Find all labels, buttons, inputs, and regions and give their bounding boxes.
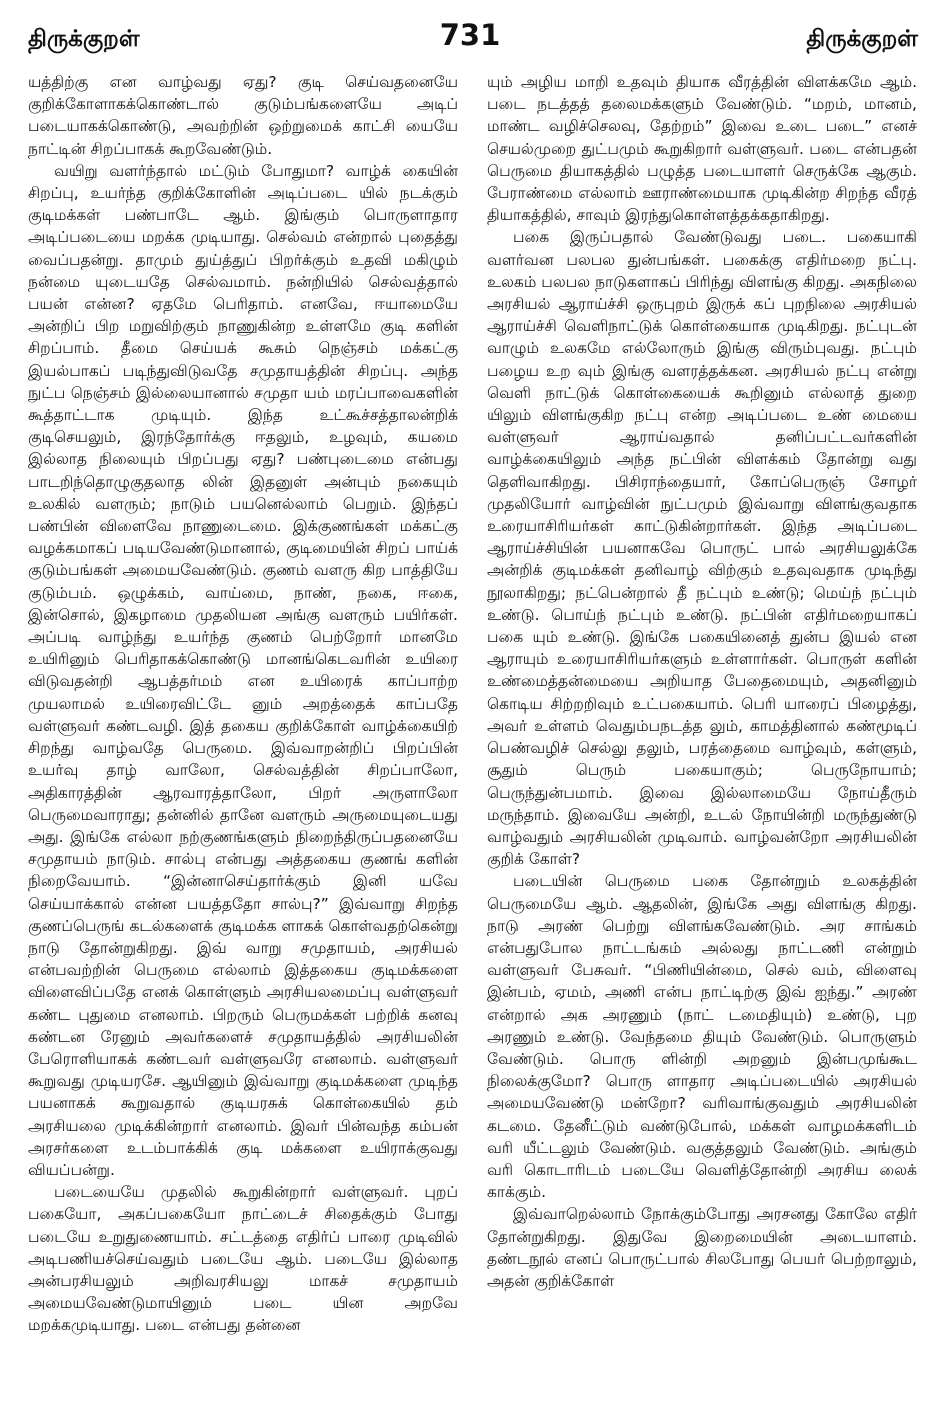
running-title-right: திருக்குறள் [806, 26, 918, 52]
left-column [28, 71, 458, 1337]
paragraph: யும் அழிய மாறி உதவும் தியாக வீரத்தின் விளக்கமே ஆம். படை நடத்தத் தலைமக்களும் வேண்டும். “மறம், மானம், மாண்ட வழிச்செலவு, தேற்றம்” இவை உடை படை” எனச் செயல்முறை துட்பமும் கூறுகிறார் வள்ளுவர். படை என்பதன் பெருமை தியாகத்தில் பழுத்த படையாளர் செருக்கே ஆகும். பேராண்மை எல்லாம் ஊராண்மையாக முடிகின்ற சிறந்த வீரத் தியாகத்தில், சாவும் இரந்துகொள்ளத்தக்கதாகிறது. [487, 73, 917, 225]
paragraph: படையின் பெருமை பகை தோன்றும் உலகத்தின் பெருமையே ஆம். ஆதலின், இங்கே அது விளங்கு கிறது. நாடு அரண் பெற்று விளங்கவேண்டும். அர சாங்கம் என்பதுபோல நாட்டங்கம் அல்லது நாட்டணி என்றும் வள்ளுவர் பேசுவர். “பிணியின்மை, செல் வம், விளைவு இன்பம், ஏமம், அணி என்ப நாட்டிற்கு இவ் ஐந்து.” அரண் என்றால் அக அரணும் (நாட் டமைதியும்) உண்டு, புற அரணும் உண்டு. வேந்தமை தியும் வேண்டும். பொருளும் வேண்டும். பொரு ளின்றி அறனும் இன்பமுங்கூட நிலைக்குமோ? பொரு ளாதார அடிப்படையில் அரசியல் அமையவேண்டு மன்றோ? வரிவாங்குவதும் அரசியலின் கடமை. தேனீட்டும் வண்டுபோல், மக்கள் வாழமக்களிடம் வரி யீட்டலும் வேண்டும். வகுத்தலும் வேண்டும். அங்கும் வரி கொடாரிடம் படையே வெளித்தோன்றி அரசிய லைக் காக்கும். [487, 872, 917, 1202]
page-header [0, 0, 940, 62]
running-title-left: திருக்குறள் [28, 26, 140, 52]
paragraph: இவ்வாறெல்லாம் நோக்கும்போது அரசனது கோலே எதிர் தோன்றுகிறது. இதுவே இறைமையின் அடையாளம். தண்டநூல் எனப் பொருட்பால் சிலபோது பெயர் பெற்றாலும், அதன் குறிக்கோள் [487, 1205, 917, 1290]
paragraph: பகை இருப்பதால் வேண்டுவது படை. பகையாகி வளர்வன பலபல துன்பங்கள். பகைக்கு எதிர்மறை நட்பு. உலகம் பலபல நாடுகளாகப் பிரிந்து விளங்கு கிறது. அகநிலை அரசியல் ஆராய்ச்சி ஒருபுறம் இருக் கப் புறநிலை அரசியல் ஆராய்ச்சி வெளிநாட்டுக் கொள்கையாக முடிகிறது. நட்புடன் வாழும் உலகமே எல்லோரும் இங்கு விரும்புவது. நட்பும் பழைய உற வும் இங்கு வளரத்தக்கன. அரசியல் நட்பு என்று வெளி நாட்டுக் கொள்கையைக் கூறினும் எல்லாத் துறை யிலும் விளங்குகிற நட்பு என்ற அடிப்படை உண் மையை வள்ளுவர் ஆராய்வதால் தனிப்பட்டவர்களின் வாழ்க்கையிலும் அந்த நட்பின் விளக்கம் தோன்று வது தெளிவாகிறது. பிசிராந்தையார், கோப்பெருஞ் சோழர் முதலியோர் வாழ்வின் நுட்பமும் இவ்வாறு விளங்குவதாக உரையாசிரியர்கள் காட்டுகின்றார்கள். இந்த அடிப்படை ஆராய்ச்சியின் பயனாகவே பொருட் பால் அரசியலுக்கே அன்றிக் குடிமக்கள் தனிவாழ் விற்கும் உதவுவதாக முடிந்து நூலாகிறது; நட்பென்றால் தீ நட்பும் உண்டு; மெய்ந் நட்பும் உண்டு. பொய்ந் நட்பும் உண்டு. நட்பின் எதிர்மறையாகப் பகை யும் உண்டு. இங்கே பகையினைத் துன்ப இயல் என ஆராயும் உரையாசிரியர்களும் உள்ளார்கள். பொருள் களின் உண்மைத்தன்மையை அறியாத பேதைமையும், அதனினும் கொடிய சிற்றறிவும் உட்பகையாம். பெரி யாரைப் பிழைத்து, அவர் உள்ளம் வெதும்பநடத்த லும், காமத்தினால் கண்மூடிப் பெண்வழிச் செல்லு தலும், பரத்தைமை வாழ்வும், கள்ளும், சூதும் பெரும் பகையாகும்; பெருநோயாம்; பெருந்துன்பமாம். இவை இல்லாமையே நோய்தீரும் மருந்தாம். இவையே அன்றி, உடல் நோயின்றி மருந்துண்டு வாழ்வதும் அரசியலின் முடிவாம். வாழ்வன்றோ அரசியலின் குறிக் கோள்? [487, 228, 917, 869]
page-number: 731 [439, 18, 501, 52]
paragraph: படையையே முதலில் கூறுகின்றார் வள்ளுவர். புறப் பகையோ, அகப்பகையோ நாட்டைச் சிதைக்கும் போது படையே உறுதுணையாம். சட்டத்தை எதிர்ப் பாரை முடிவில் அடிபணியச்செய்வதும் படையே ஆம். படையே இல்லாத அன்பரசியலும் அறிவரசியலு மாகச் சமுதாயம் அமையவேண்டுமாயினும் படை யின அறவே மறக்கமுடியாது. படை என்பது தன்னை [28, 1183, 458, 1335]
right-column [487, 71, 917, 1292]
paragraph: யத்திற்கு என வாழ்வது ஏது? குடி செய்வதனையே குறிக்கோளாகக்கொண்டால் குடும்பங்களையே அடிப் படையாகக்கொண்டு, அவற்றின் ஒற்றுமைக் காட்சி யையே நாட்டின் சிறப்பாகக் கூறவேண்டும். [28, 73, 458, 158]
paragraph: வயிறு வளர்ந்தால் மட்டும் போதுமா? வாழ்க் கையின் சிறப்பு, உயர்ந்த குறிக்கோளின் அடிப்படை யில் நடக்கும் குடிமக்கள் பண்பாடே ஆம். இங்கும் பொருளாதார அடிப்படையை மறக்க முடியாது. செல்வம் என்றால் புதைத்து வைப்பதன்று. தாமும் துய்த்துப் பிறர்க்கும் உதவி மகிழும் நன்மை யுடையதே செல்வமாம். நன்றியில் செல்வத்தால் பயன் என்ன? ஏதமே பெரிதாம். எனவே, ஈயாமையே அன்றிப் பிற மறுவிற்கும் நாணுகின்ற உள்ளமே குடி களின் சிறப்பாம். தீமை செய்யக் கூசும் நெஞ்சம் மக்கட்கு இயல்பாகப் படிந்துவிடுவதே சமுதாயத்தின் சிறப்பு. அந்த நுட்ப நெஞ்சம் இல்லையானால் சமுதா யம் மரப்பாவைகளின் கூத்தாட்டாக முடியும். இந்த உட்கூச்சத்தாலன்றிக் குடிசெயலும், இரந்தோர்க்கு ஈதலும், உழவும், கயமை இல்லாத நிலையும் பிறப்பது ஏது? பண்புடைமை என்பது பாடறிந்தொழுகுதலாத லின் இதனுள் அன்பும் நகையும் உலகில் வளரும்; நாடும் பயனெல்லாம் பெறும். இந்தப் பண்பின் விளைவே நாணுடைமை. இக்குணங்கள் மக்கட்கு வழக்கமாகப் படியவேண்டுமானால், குடிமையின் சிறப் பாய்க் குடும்பங்கள் அமையவேண்டும். குணம் வளரு கிற பாத்தியே குடும்பம். ஒழுக்கம், வாய்மை, நாண், நகை, ஈகை, இன்சொல், இகழாமை முதலியன அங்கு வளரும் பயிர்கள். அப்படி வாழ்ந்து உயர்ந்த குணம் பெற்றோர் மானமே உயிரினும் பெரிதாகக்கொண்டு மானங்கெடவரின் உயிரை விடுவதன்றி ஆபத்தர்மம் என உயிரைக் காப்பாற்ற முயலாமல் உயிரைவிட்டே னும் அறத்தைக் காப்பதே வள்ளுவர் கண்டவழி. இத் தகைய குறிக்கோள் வாழ்க்கையிற் சிறந்து வாழ்வதே பெருமை. இவ்வாறன்றிப் பிறப்பின் உயர்வு தாழ் வாலோ, செல்வத்தின் சிறப்பாலோ, அதிகாரத்தின் ஆரவாரத்தாலோ, பிறர் அருளாலோ பெருமைவாராது; தன்னில் தானே வளரும் அருமையுடையது அது. இங்கே எல்லா நற்குணங்களும் நிறைந்திருப்பதனையே சமுதாயம் நாடும். சால்பு என்பது அத்தகைய குணங் களின் நிறைவேயாம். “இன்னாசெய்தார்க்கும் இனி யவே செய்யாக்கால் என்ன பயத்ததோ சால்பு?” இவ்வாறு சிறந்த குணப்பெருங் கடல்களைக் குடிமக்க ளாகக் கொள்வதற்கென்று நாடு தோன்றுகிறது. இவ் வாறு சமுதாயம், அரசியல் என்பவற்றின் பெருமை எல்லாம் இத்தகைய குடிமக்களை விளைவிப்பதே எனக் கொள்ளும் அரசியலமைப்பு வள்ளுவர் கண்ட புதுமை எனலாம். பிறரும் பெருமக்கள் பற்றிக் கனவு கண்டன ரேனும் அவர்களைச் சமுதாயத்தில் அரசியலின் பேரொளியாகக் கண்டவர் வள்ளுவரே எனலாம். வள்ளுவர் கூறுவது முடியரசே. ஆயினும் இவ்வாறு குடிமக்களை முடிந்த பயனாகக் கூறுவதால் குடியரசுக் கொள்கையில் தம் அரசியலை முடிக்கின்றார் எனலாம். இவர் பின்வந்த கம்பன் அரசர்களை உடம்பாக்கிக் குடி மக்களை உயிராக்குவது வியப்பன்று. [28, 161, 458, 1179]
